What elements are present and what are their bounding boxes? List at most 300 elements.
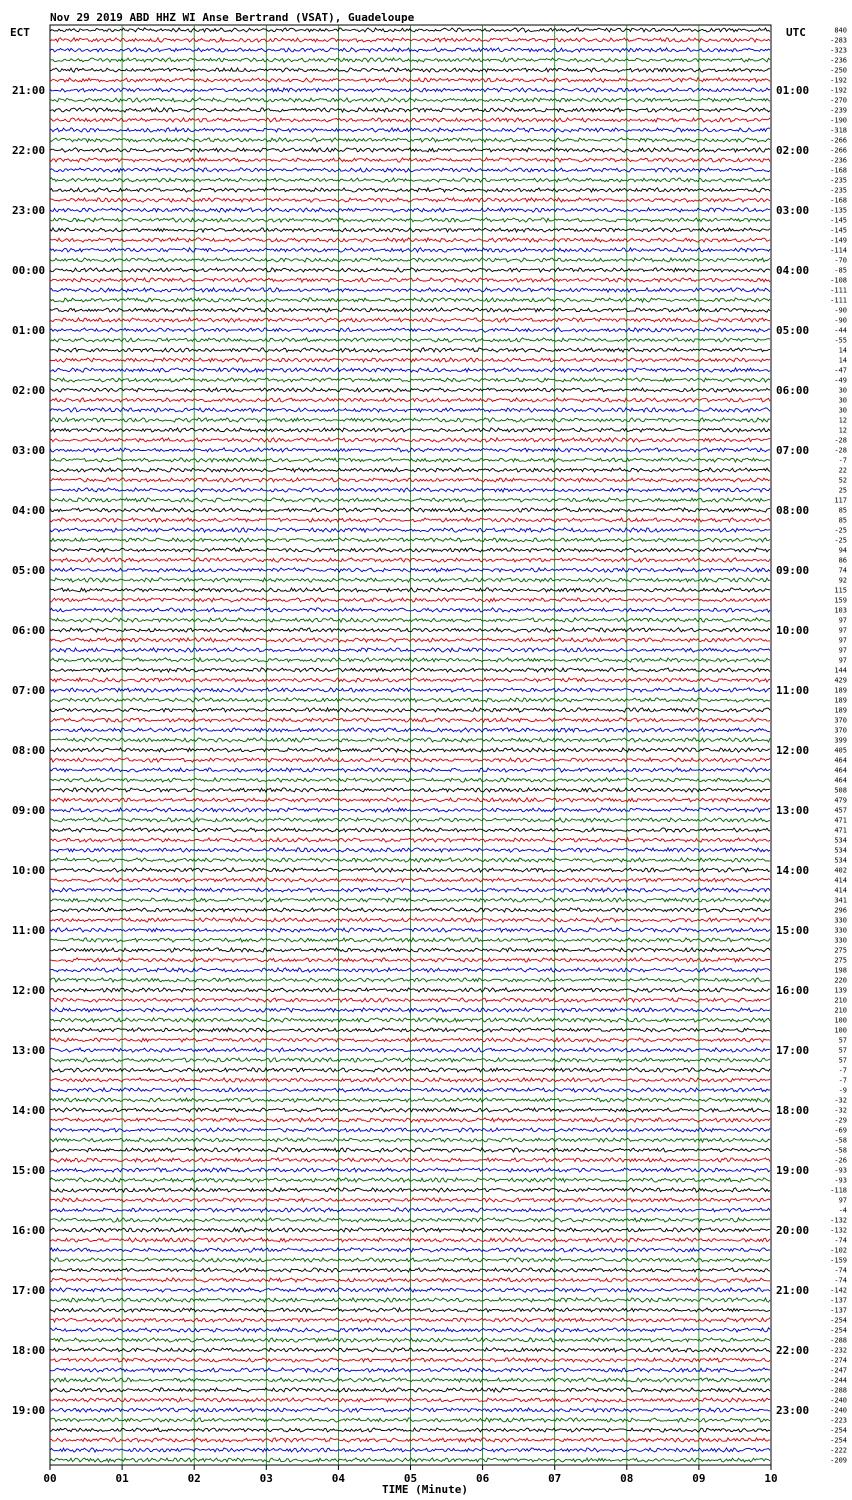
trace-offset-label: 12 xyxy=(838,416,847,425)
trace-114 xyxy=(50,1158,770,1162)
trace-43 xyxy=(50,448,770,452)
trace-123 xyxy=(50,1248,770,1252)
trace-offset-label: 405 xyxy=(834,746,847,755)
trace-offset-label: 92 xyxy=(838,576,847,585)
trace-4 xyxy=(50,58,770,62)
trace-offset-label: -223 xyxy=(830,1416,847,1425)
trace-16 xyxy=(50,178,770,182)
right-hour-label: 20:00 xyxy=(776,1224,810,1237)
trace-offset-label: -288 xyxy=(830,1386,847,1395)
left-hour-label: 05:00 xyxy=(12,564,46,577)
trace-offset-label: -74 xyxy=(834,1266,847,1275)
trace-offset-label: 399 xyxy=(834,736,847,745)
trace-offset-label: 74 xyxy=(838,566,847,575)
trace-offset-label: -135 xyxy=(830,206,847,215)
trace-100 xyxy=(50,1018,770,1022)
trace-99 xyxy=(50,1008,770,1012)
trace-8 xyxy=(50,98,770,102)
trace-56 xyxy=(50,578,770,582)
x-tick-label: 07 xyxy=(548,1472,562,1485)
trace-63 xyxy=(50,648,770,652)
trace-20 xyxy=(50,218,770,222)
trace-35 xyxy=(50,368,770,372)
trace-offset-label: 479 xyxy=(834,796,847,805)
trace-offset-label: -254 xyxy=(830,1316,847,1325)
trace-96 xyxy=(50,978,770,982)
trace-78 xyxy=(50,798,770,802)
trace-offset-label: -283 xyxy=(830,36,847,45)
x-tick-label: 06 xyxy=(475,1472,490,1485)
trace-offset-label: -26 xyxy=(834,1156,847,1165)
trace-137 xyxy=(50,1388,770,1392)
trace-offset-label: -240 xyxy=(830,1396,847,1405)
trace-72 xyxy=(50,738,770,742)
trace-119 xyxy=(50,1208,770,1212)
trace-offset-label: 25 xyxy=(838,486,847,495)
trace-offset-label: 508 xyxy=(834,786,847,795)
trace-106 xyxy=(50,1078,770,1082)
trace-2 xyxy=(50,38,770,42)
trace-34 xyxy=(50,358,770,362)
trace-offset-label: -28 xyxy=(834,436,847,445)
trace-offset-label: 189 xyxy=(834,706,847,715)
trace-offset-label: 14 xyxy=(838,356,847,365)
trace-offset-label: -232 xyxy=(830,1346,847,1355)
x-tick-label: 10 xyxy=(764,1472,778,1485)
trace-49 xyxy=(50,508,770,512)
trace-12 xyxy=(50,138,770,142)
trace-offset-label: -168 xyxy=(830,196,847,205)
trace-141 xyxy=(50,1428,770,1432)
left-hour-labels xyxy=(12,84,45,1417)
trace-71 xyxy=(50,728,770,732)
trace-38 xyxy=(50,398,770,402)
trace-3 xyxy=(50,48,770,52)
trace-109 xyxy=(50,1108,770,1112)
x-tick-label: 08 xyxy=(620,1472,634,1485)
trace-64 xyxy=(50,658,770,662)
trace-66 xyxy=(50,678,770,682)
trace-offset-label: -235 xyxy=(830,176,847,185)
trace-87 xyxy=(50,888,770,892)
trace-23 xyxy=(50,248,770,252)
trace-offset-label: -55 xyxy=(834,336,847,345)
trace-offset-label: -70 xyxy=(834,256,847,265)
trace-offset-label: -47 xyxy=(834,366,847,375)
trace-135 xyxy=(50,1368,770,1372)
trace-offset-label: 210 xyxy=(834,996,847,1005)
trace-53 xyxy=(50,548,770,552)
right-hour-label: 04:00 xyxy=(776,264,810,277)
trace-79 xyxy=(50,808,770,812)
left-hour-label: 02:00 xyxy=(12,384,46,397)
trace-offset-label: 402 xyxy=(834,866,847,875)
trace-115 xyxy=(50,1168,770,1172)
left-hour-label: 11:00 xyxy=(12,924,46,937)
trace-55 xyxy=(50,568,770,572)
left-hour-label: 09:00 xyxy=(12,804,46,817)
trace-30 xyxy=(50,318,770,322)
left-hour-label: 07:00 xyxy=(12,684,46,697)
trace-offset-label: 534 xyxy=(834,836,847,845)
trace-75 xyxy=(50,768,770,772)
trace-offset-label: -254 xyxy=(830,1436,847,1445)
trace-offset-label: -74 xyxy=(834,1276,847,1285)
trace-offset-label: -7 xyxy=(838,456,847,465)
trace-offset-label: -74 xyxy=(834,1236,847,1245)
right-hour-label: 12:00 xyxy=(776,744,810,757)
trace-offset-label: -270 xyxy=(830,96,847,105)
trace-112 xyxy=(50,1138,770,1142)
trace-107 xyxy=(50,1088,770,1092)
trace-131 xyxy=(50,1328,770,1332)
trace-offset-label: -274 xyxy=(830,1356,847,1365)
trace-offset-label: -240 xyxy=(830,1406,847,1415)
trace-offset-label: -266 xyxy=(830,136,847,145)
trace-offset-label: -58 xyxy=(834,1136,847,1145)
trace-offset-label: 534 xyxy=(834,846,847,855)
trace-offset-label: -254 xyxy=(830,1426,847,1435)
trace-offset-labels xyxy=(830,27,847,1465)
trace-offset-label: 464 xyxy=(834,766,847,775)
trace-61 xyxy=(50,628,770,632)
x-tick-label: 09 xyxy=(692,1472,706,1485)
trace-offset-label: 159 xyxy=(834,596,847,605)
right-hour-label: 19:00 xyxy=(776,1164,810,1177)
trace-130 xyxy=(50,1318,770,1322)
right-hour-label: 02:00 xyxy=(776,144,810,157)
trace-28 xyxy=(50,298,770,302)
trace-139 xyxy=(50,1408,770,1412)
trace-offset-label: -44 xyxy=(834,326,847,335)
trace-offset-label: 330 xyxy=(834,916,847,925)
trace-95 xyxy=(50,968,770,972)
left-hour-label: 17:00 xyxy=(12,1284,46,1297)
trace-offset-label: -102 xyxy=(830,1246,847,1255)
trace-93 xyxy=(50,948,770,952)
left-hour-label: 04:00 xyxy=(12,504,46,517)
trace-offset-label: 97 xyxy=(838,646,847,655)
trace-offset-label: -118 xyxy=(830,1186,847,1195)
right-hour-label: 15:00 xyxy=(776,924,810,937)
right-hour-label: 23:00 xyxy=(776,1404,810,1417)
trace-143 xyxy=(50,1448,770,1452)
trace-offset-label: 30 xyxy=(838,396,847,405)
x-axis-title: TIME (Minute) xyxy=(381,1483,469,1496)
trace-offset-label: 189 xyxy=(834,686,847,695)
trace-offset-label: 86 xyxy=(838,556,847,565)
trace-offset-label: -142 xyxy=(830,1286,847,1295)
trace-offset-label: -111 xyxy=(830,296,847,305)
trace-60 xyxy=(50,618,770,622)
trace-37 xyxy=(50,388,770,392)
trace-21 xyxy=(50,228,770,232)
trace-offset-label: -69 xyxy=(834,1126,847,1135)
trace-10 xyxy=(50,118,770,122)
trace-6 xyxy=(50,78,770,82)
trace-offset-label: 220 xyxy=(834,976,847,985)
trace-offset-label: 341 xyxy=(834,896,847,905)
trace-offset-label: 144 xyxy=(834,666,847,675)
trace-offset-label: 370 xyxy=(834,726,847,735)
trace-offset-label: 414 xyxy=(834,886,847,895)
trace-125 xyxy=(50,1268,770,1272)
trace-65 xyxy=(50,668,770,672)
trace-124 xyxy=(50,1258,770,1262)
trace-14 xyxy=(50,158,770,162)
trace-offset-label: 330 xyxy=(834,936,847,945)
trace-33 xyxy=(50,348,770,352)
trace-offset-label: 100 xyxy=(834,1026,847,1035)
trace-offset-label: 471 xyxy=(834,816,847,825)
trace-offset-label: -192 xyxy=(830,86,847,95)
trace-offset-label: -7 xyxy=(838,1076,847,1085)
right-hour-label: 18:00 xyxy=(776,1104,810,1117)
right-hour-label: 05:00 xyxy=(776,324,810,337)
trace-offset-label: -9 xyxy=(838,1086,847,1095)
trace-15 xyxy=(50,168,770,172)
trace-offset-label: 57 xyxy=(838,1046,847,1055)
right-hour-label: 10:00 xyxy=(776,624,810,637)
right-hour-label: 14:00 xyxy=(776,864,810,877)
trace-offset-label: -239 xyxy=(830,106,847,115)
trace-offset-label: -137 xyxy=(830,1306,847,1315)
trace-32 xyxy=(50,338,770,342)
trace-offset-label: -7 xyxy=(838,1066,847,1075)
trace-97 xyxy=(50,988,770,992)
left-hour-label: 23:00 xyxy=(12,204,46,217)
left-hour-label: 03:00 xyxy=(12,444,46,457)
right-hour-label: 17:00 xyxy=(776,1044,810,1057)
left-timezone-label: ECT xyxy=(10,26,30,39)
trace-89 xyxy=(50,908,770,912)
trace-offset-label: 429 xyxy=(834,676,847,685)
trace-29 xyxy=(50,308,770,312)
right-hour-label: 01:00 xyxy=(776,84,810,97)
trace-offset-label: 85 xyxy=(838,516,847,525)
trace-offset-label: 840 xyxy=(834,26,847,35)
trace-offset-label: -266 xyxy=(830,146,847,155)
trace-118 xyxy=(50,1198,770,1202)
left-hour-label: 21:00 xyxy=(12,84,46,97)
trace-57 xyxy=(50,588,770,592)
x-tick-label: 00 xyxy=(43,1472,57,1485)
trace-83 xyxy=(50,848,770,852)
trace-offset-label: -145 xyxy=(830,216,847,225)
trace-69 xyxy=(50,708,770,712)
trace-offset-label: -323 xyxy=(830,46,847,55)
right-hour-labels xyxy=(776,84,809,1417)
trace-88 xyxy=(50,898,770,902)
trace-offset-label: -28 xyxy=(834,446,847,455)
x-tick-label: 02 xyxy=(187,1472,201,1485)
right-hour-label: 11:00 xyxy=(776,684,810,697)
trace-offset-label: 464 xyxy=(834,776,847,785)
trace-offset-label: 117 xyxy=(834,496,847,505)
trace-59 xyxy=(50,608,770,612)
x-tick-label: 04 xyxy=(331,1472,346,1485)
trace-offset-label: 12 xyxy=(838,426,847,435)
trace-81 xyxy=(50,828,770,832)
trace-58 xyxy=(50,598,770,602)
trace-128 xyxy=(50,1298,770,1302)
trace-133 xyxy=(50,1348,770,1352)
trace-70 xyxy=(50,718,770,722)
trace-19 xyxy=(50,208,770,212)
trace-offset-label: 275 xyxy=(834,946,847,955)
trace-113 xyxy=(50,1148,770,1152)
trace-22 xyxy=(50,238,770,242)
right-hour-label: 08:00 xyxy=(776,504,810,517)
trace-41 xyxy=(50,428,770,432)
trace-74 xyxy=(50,758,770,762)
trace-offset-label: -93 xyxy=(834,1166,847,1175)
trace-105 xyxy=(50,1068,770,1072)
trace-51 xyxy=(50,528,770,532)
trace-offset-label: -29 xyxy=(834,1116,847,1125)
trace-offset-label: 57 xyxy=(838,1036,847,1045)
trace-offset-label: -235 xyxy=(830,186,847,195)
trace-offset-label: -288 xyxy=(830,1336,847,1345)
trace-18 xyxy=(50,198,770,202)
trace-offset-label: 57 xyxy=(838,1056,847,1065)
trace-31 xyxy=(50,328,770,332)
trace-138 xyxy=(50,1398,770,1402)
trace-121 xyxy=(50,1228,770,1232)
trace-1 xyxy=(50,28,770,32)
trace-26 xyxy=(50,278,770,282)
trace-142 xyxy=(50,1438,770,1442)
trace-86 xyxy=(50,878,770,882)
left-hour-label: 22:00 xyxy=(12,144,46,157)
x-tick-label: 05 xyxy=(403,1472,418,1485)
trace-7 xyxy=(50,88,770,92)
trace-50 xyxy=(50,518,770,522)
left-hour-label: 14:00 xyxy=(12,1104,46,1117)
trace-24 xyxy=(50,258,770,262)
trace-39 xyxy=(50,408,770,412)
trace-68 xyxy=(50,698,770,702)
trace-110 xyxy=(50,1118,770,1122)
seismic-traces xyxy=(50,28,770,1462)
trace-36 xyxy=(50,378,770,382)
trace-offset-label: -90 xyxy=(834,316,847,325)
trace-101 xyxy=(50,1028,770,1032)
trace-48 xyxy=(50,498,770,502)
trace-offset-label: 198 xyxy=(834,966,847,975)
trace-40 xyxy=(50,418,770,422)
trace-116 xyxy=(50,1178,770,1182)
x-axis-ticks xyxy=(43,1465,777,1485)
trace-13 xyxy=(50,148,770,152)
trace-offset-label: 85 xyxy=(838,506,847,515)
trace-offset-label: -4 xyxy=(838,1206,847,1215)
trace-offset-label: -318 xyxy=(830,126,847,135)
trace-94 xyxy=(50,958,770,962)
left-hour-label: 10:00 xyxy=(12,864,46,877)
trace-offset-label: 370 xyxy=(834,716,847,725)
trace-offset-label: -250 xyxy=(830,66,847,75)
trace-offset-label: -93 xyxy=(834,1176,847,1185)
left-hour-label: 06:00 xyxy=(12,624,46,637)
right-hour-label: 06:00 xyxy=(776,384,810,397)
trace-44 xyxy=(50,458,770,462)
trace-offset-label: -58 xyxy=(834,1146,847,1155)
trace-120 xyxy=(50,1218,770,1222)
trace-offset-label: -145 xyxy=(830,226,847,235)
right-hour-label: 13:00 xyxy=(776,804,810,817)
trace-offset-label: -236 xyxy=(830,156,847,165)
trace-offset-label: -254 xyxy=(830,1326,847,1335)
trace-45 xyxy=(50,468,770,472)
left-hour-label: 08:00 xyxy=(12,744,46,757)
trace-92 xyxy=(50,938,770,942)
right-hour-label: 16:00 xyxy=(776,984,810,997)
trace-offset-label: 52 xyxy=(838,476,847,485)
right-hour-label: 07:00 xyxy=(776,444,810,457)
trace-offset-label: -190 xyxy=(830,116,847,125)
right-hour-label: 09:00 xyxy=(776,564,810,577)
trace-offset-label: 30 xyxy=(838,386,847,395)
trace-117 xyxy=(50,1188,770,1192)
trace-67 xyxy=(50,688,770,692)
left-hour-label: 19:00 xyxy=(12,1404,46,1417)
trace-offset-label: -192 xyxy=(830,76,847,85)
trace-offset-label: -236 xyxy=(830,56,847,65)
trace-85 xyxy=(50,868,770,872)
trace-offset-label: 330 xyxy=(834,926,847,935)
trace-offset-label: 14 xyxy=(838,346,847,355)
trace-108 xyxy=(50,1098,770,1102)
trace-25 xyxy=(50,268,770,272)
trace-52 xyxy=(50,538,770,542)
trace-offset-label: -111 xyxy=(830,286,847,295)
left-hour-label: 00:00 xyxy=(12,264,46,277)
trace-104 xyxy=(50,1058,770,1062)
trace-offset-label: -108 xyxy=(830,276,847,285)
trace-42 xyxy=(50,438,770,442)
trace-127 xyxy=(50,1288,770,1292)
left-hour-label: 13:00 xyxy=(12,1044,46,1057)
trace-offset-label: -49 xyxy=(834,376,847,385)
trace-offset-label: 275 xyxy=(834,956,847,965)
chart-title: Nov 29 2019 ABD HHZ WI Anse Bertrand (VSAT), Guadeloupe xyxy=(50,11,415,24)
left-hour-label: 15:00 xyxy=(12,1164,46,1177)
right-hour-label: 03:00 xyxy=(776,204,810,217)
trace-offset-label: 210 xyxy=(834,1006,847,1015)
trace-offset-label: -90 xyxy=(834,306,847,315)
trace-9 xyxy=(50,108,770,112)
left-hour-label: 01:00 xyxy=(12,324,46,337)
trace-offset-label: 534 xyxy=(834,856,847,865)
trace-134 xyxy=(50,1358,770,1362)
trace-136 xyxy=(50,1378,770,1382)
trace-47 xyxy=(50,488,770,492)
trace-offset-label: 22 xyxy=(838,466,847,475)
trace-offset-label: 464 xyxy=(834,756,847,765)
trace-46 xyxy=(50,478,770,482)
trace-offset-label: -209 xyxy=(830,1456,847,1465)
trace-84 xyxy=(50,858,770,862)
trace-offset-label: -85 xyxy=(834,266,847,275)
trace-offset-label: -247 xyxy=(830,1366,847,1375)
trace-62 xyxy=(50,638,770,642)
trace-offset-label: -32 xyxy=(834,1106,847,1115)
trace-102 xyxy=(50,1038,770,1042)
trace-offset-label: -132 xyxy=(830,1226,847,1235)
trace-offset-label: 30 xyxy=(838,406,847,415)
trace-offset-label: -137 xyxy=(830,1296,847,1305)
